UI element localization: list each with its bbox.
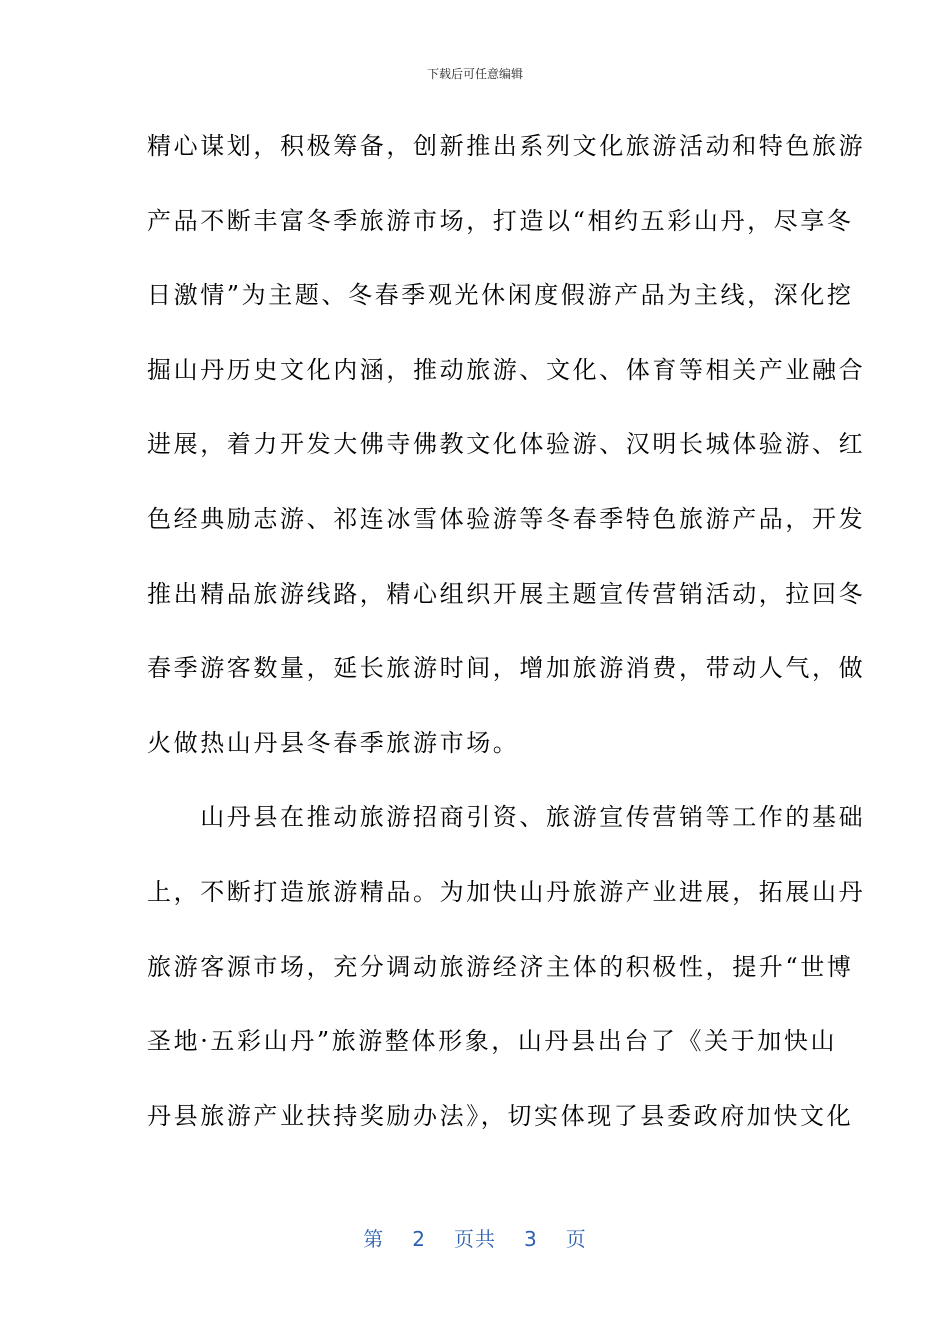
current-page-number: 2: [412, 1227, 426, 1251]
footer-middle: 页共: [454, 1227, 496, 1251]
text-line: 色经典励志游、祁连冰雪体验游等冬春季特色旅游产品，开发: [147, 504, 866, 533]
text-line: 火做热山丹县冬春季旅游市场。: [147, 728, 520, 757]
text-line: 春季游客数量，延长旅游时间，增加旅游消费，带动人气，做: [147, 654, 866, 683]
text-line: 山丹县在推动旅游招商引资、旅游宣传营销等工作的基础: [147, 803, 866, 832]
text-line: 进展，着力开发大佛寺佛教文化体验游、汉明长城体验游、红: [147, 430, 866, 459]
text-line: 掘山丹历史文化内涵，推动旅游、文化、体育等相关产业融合: [147, 355, 866, 384]
text-line: 丹县旅游产业扶持奖励办法》，切实体现了县委政府加快文化: [147, 1101, 854, 1130]
text-line: 产品不断丰富冬季旅游市场，打造以“相约五彩山丹，尽享冬: [147, 206, 854, 235]
header-note: 下载后可任意编辑: [426, 67, 523, 81]
text-line: 旅游客源市场，充分调动旅游经济主体的积极性，提升“世博: [147, 952, 854, 981]
footer-suffix: 页: [565, 1227, 587, 1251]
text-line: 日激情”为主题、冬春季观光休闲度假游产品为主线，深化挖: [147, 281, 854, 310]
text-line: 精心谋划，积极筹备，创新推出系列文化旅游活动和特色旅游: [147, 132, 866, 160]
text-line: 推出精品旅游线路，精心组织开展主题宣传营销活动，拉回冬: [147, 579, 866, 608]
footer-prefix: 第: [363, 1227, 385, 1251]
text-line: 圣地·五彩山丹”旅游整体形象，山丹县出台了《关于加快山: [147, 1027, 838, 1056]
body-text: [147, 122, 866, 1166]
text-line: 上，不断打造旅游精品。为加快山丹旅游产业进展，拓展山丹: [147, 877, 866, 906]
total-pages-number: 3: [524, 1227, 538, 1251]
page-number-footer: [0, 1226, 950, 1252]
